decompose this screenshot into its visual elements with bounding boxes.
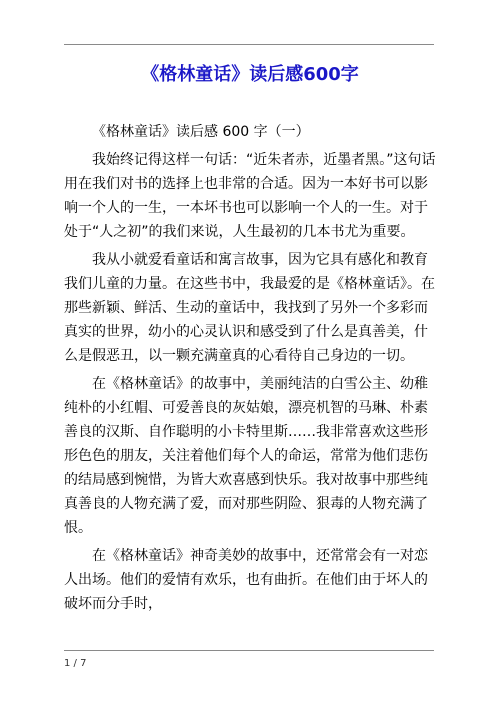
paragraph-3: 在《格林童话》的故事中，美丽纯洁的白雪公主、幼稚纯朴的小红帽、可爱善良的灰姑娘，漂亮机智的马琳、朴素善良的汉斯、自作聪明的小卡特里斯……我非常喜欢这些形形色色的朋友，关注着他们每个人的命运，常常为他们悲伤的结局感到惋惜，为皆大欢喜感到快乐。我对故事中那些纯真善良的人物充满了爱，而对那些阴险、狠毒的人物充满了恨。 bbox=[64, 376, 428, 536]
paragraph-4: 在《格林童话》神奇美妙的故事中，还常常会有一对恋人出场。他们的爱情有欢乐，也有曲折。在他们由于坏人的破坏而分手时， bbox=[64, 548, 428, 612]
section-subtitle: 《格林童话》读后感 600 字（一） bbox=[92, 124, 310, 140]
document-title: 《格林童话》读后感600字 bbox=[141, 64, 359, 85]
paragraph-2: 我从小就爱看童话和寓言故事，因为它具有感化和教育我们儿童的力量。在这些书中，我最爱的是《格林童话》。在那些新颖、鲜活、生动的童话中，我找到了另外一个多彩而真实的世界，幼小的心灵认识和感受到了什么是真善美，什么是假恶丑，以一颗充满童真的心看待自己身边的一切。 bbox=[64, 252, 435, 364]
footer-divider bbox=[64, 650, 434, 651]
header-divider bbox=[64, 44, 434, 45]
paragraph-1: 我始终记得这样一句话：“近朱者赤，近墨者黑。”这句话用在我们对书的选择上也非常的合适。因为一本好书可以影响一个人的一生，一本坏书也可以影响一个人的一生。对于处于“人之初”的我们来说，人生最初的几本书尤为重要。 bbox=[64, 152, 436, 240]
document-body bbox=[64, 120, 436, 616]
page-indicator: 1 / 7 bbox=[64, 658, 87, 669]
